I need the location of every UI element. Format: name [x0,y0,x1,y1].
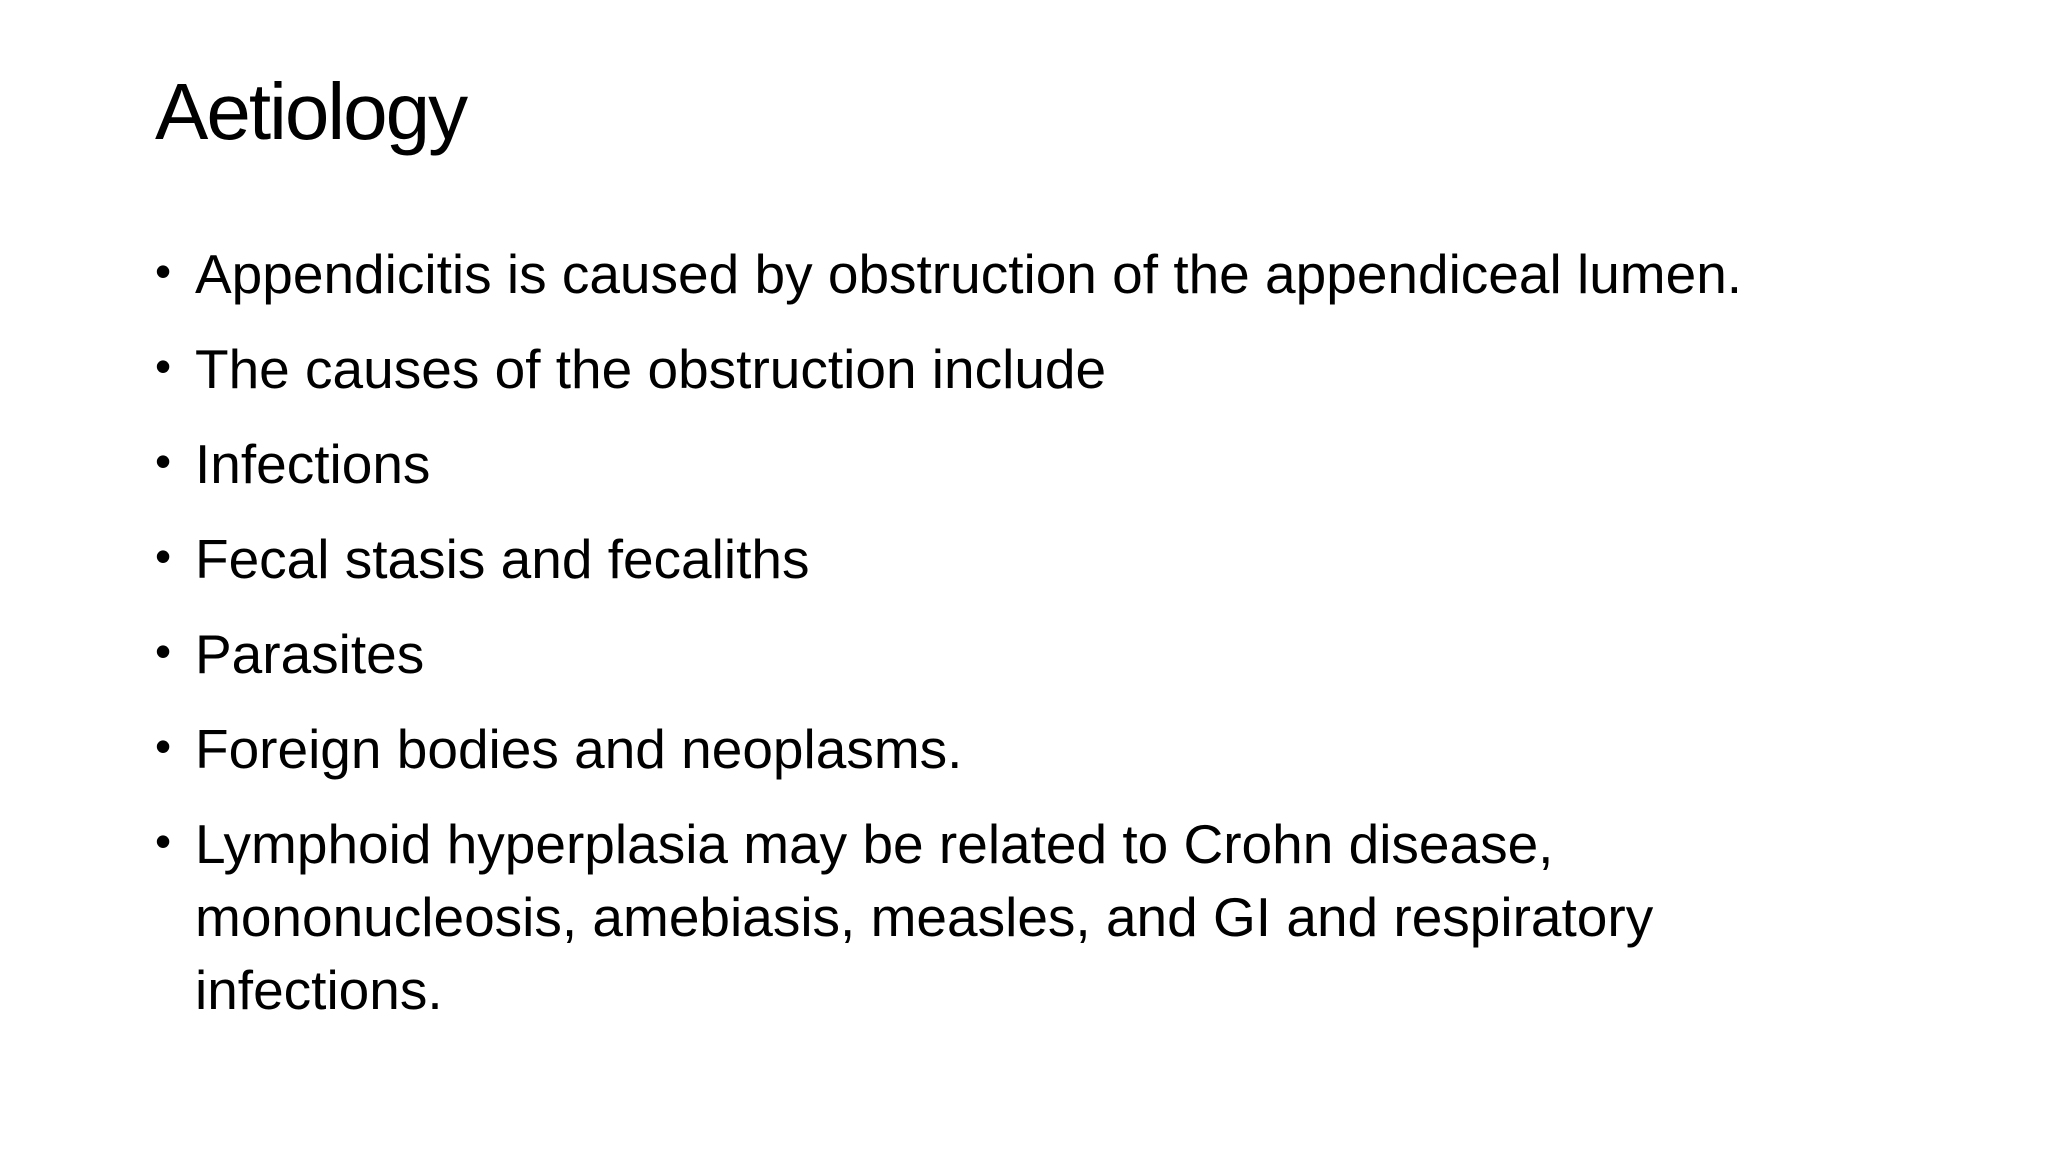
slide-title: Aetiology [155,67,467,156]
bullet-dot-icon: • [155,625,172,677]
bullet-dot-icon: • [155,720,172,772]
bullet-text: The causes of the obstruction include [195,338,1107,400]
bullet-item-parasites [155,618,1895,691]
bullet-list [155,238,1895,1049]
bullet-item-lymphoid-hyperplasia [155,808,1895,1027]
bullet-dot-icon: • [155,815,172,867]
bullet-text: Appendicitis is caused by obstruction of the appendiceal lumen. [195,243,1743,305]
bullet-text: Parasites [195,623,425,685]
bullet-dot-icon: • [155,435,172,487]
bullet-dot-icon: • [155,340,172,392]
bullet-text: Infections [195,433,431,495]
bullet-text: Lymphoid hyperplasia may be related to Crohn disease, mononucleosis, amebiasis, measles, and GI and respiratory infections. [195,813,1654,1021]
bullet-item-obstruction-cause [155,238,1895,311]
bullet-item-foreign-bodies [155,713,1895,786]
bullet-item-infections [155,428,1895,501]
bullet-text: Fecal stasis and fecaliths [195,528,810,590]
bullet-item-causes-intro [155,333,1895,406]
bullet-text: Foreign bodies and neoplasms. [195,718,963,780]
bullet-dot-icon: • [155,245,172,297]
bullet-item-fecal-stasis [155,523,1895,596]
bullet-dot-icon: • [155,530,172,582]
